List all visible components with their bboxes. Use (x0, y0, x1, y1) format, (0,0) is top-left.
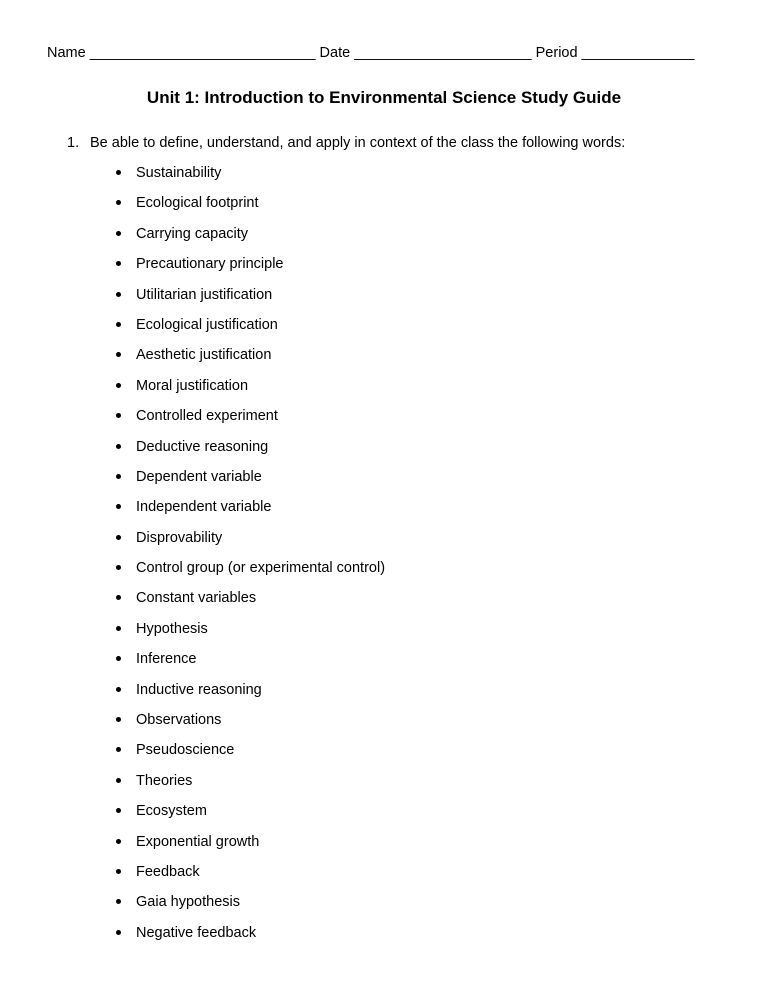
term-text: Deductive reasoning (136, 438, 269, 455)
bullet-icon (116, 413, 121, 418)
bullet-icon (116, 778, 121, 783)
question-number: 1. (67, 135, 80, 151)
term-text: Exponential growth (136, 833, 260, 850)
bullet-icon (116, 231, 121, 236)
term-text: Negative feedback (136, 924, 257, 941)
bullet-icon (116, 170, 121, 175)
bullet-icon (116, 747, 121, 752)
term-text: Sustainability (136, 165, 222, 181)
term-text: Ecosystem (136, 803, 207, 820)
term-text: Utilitarian justification (136, 286, 273, 303)
bullet-icon (116, 535, 121, 540)
term-text: Pseudoscience (136, 742, 235, 759)
term-text: Carrying capacity (136, 225, 249, 242)
term-text: Dependent variable (136, 468, 262, 485)
question-1 (67, 135, 625, 151)
term-text: Feedback (136, 863, 200, 880)
term-text: Precautionary principle (136, 256, 284, 273)
term-text: Ecological justification (136, 316, 278, 333)
bullet-icon (116, 930, 121, 935)
bullet-icon (116, 322, 121, 327)
term-text: Ecological footprint (136, 195, 259, 212)
term-text: Moral justification (136, 377, 249, 394)
term-text: Independent variable (136, 499, 272, 516)
term-text: Inductive reasoning (136, 681, 262, 698)
bullet-icon (116, 717, 121, 722)
term-text: Hypothesis (136, 620, 208, 637)
bullet-icon (116, 444, 121, 449)
bullet-icon (116, 808, 121, 813)
term-text: Aesthetic justification (136, 347, 272, 364)
term-text: Control group (or experimental control) (136, 560, 386, 577)
bullet-icon (116, 626, 121, 631)
term-text: Gaia hypothesis (136, 894, 240, 911)
name-date-period-line: Name ____________________________ Date ______________________ Period ______________ (47, 45, 695, 61)
bullet-icon (116, 200, 121, 205)
bullet-icon (116, 261, 121, 266)
term-text: Theories (136, 772, 193, 789)
page-title: Unit 1: Introduction to Environmental Science Study Guide (146, 88, 622, 107)
term-text: Observations (136, 712, 222, 729)
bullet-icon (116, 869, 121, 874)
bullet-icon (116, 352, 121, 357)
bullet-icon (116, 504, 121, 509)
bullet-icon (116, 565, 121, 570)
question-text: Be able to define, understand, and apply in context of the class the following words: (90, 135, 626, 151)
bullet-icon (116, 595, 121, 600)
bullet-icon (116, 383, 121, 388)
bullet-icon (116, 687, 121, 692)
term-text: Inference (136, 651, 197, 668)
bullet-icon (116, 474, 121, 479)
bullet-icon (116, 292, 121, 297)
bullet-icon (116, 839, 121, 844)
term-text: Controlled experiment (136, 408, 278, 425)
bullet-icon (116, 899, 121, 904)
term-text: Disprovability (136, 529, 223, 546)
bullet-icon (116, 656, 121, 661)
term-text: Constant variables (136, 590, 257, 607)
